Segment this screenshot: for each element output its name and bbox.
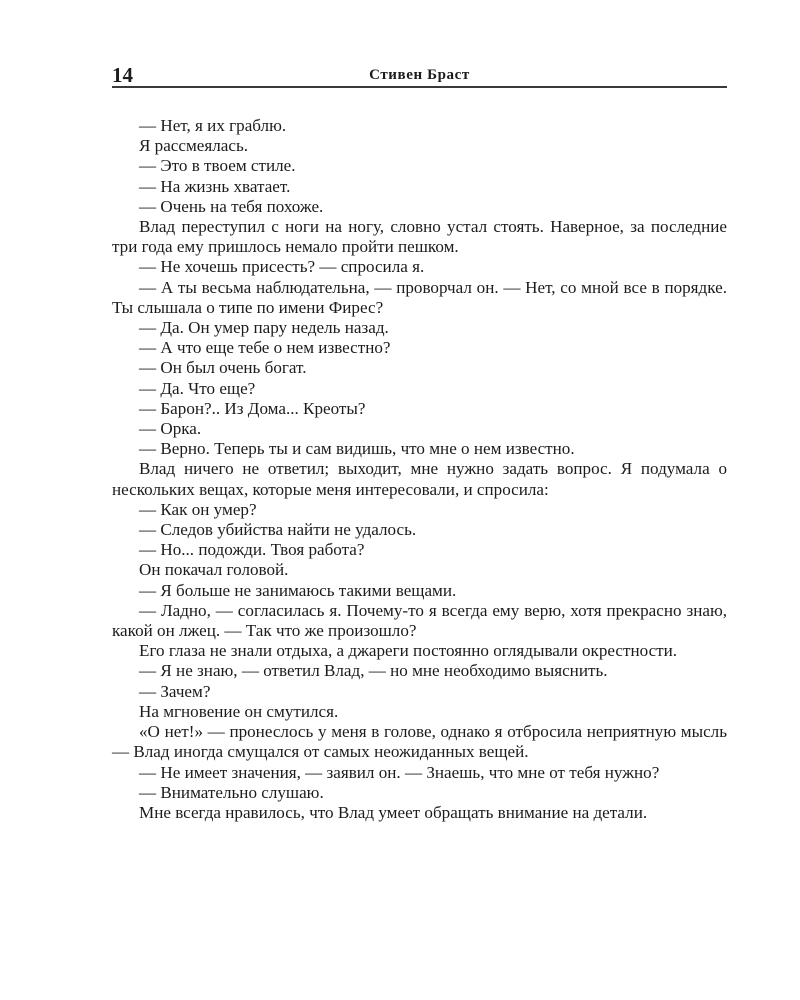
paragraph: Я рассмеялась. [139, 136, 249, 156]
page-number: 14 [112, 63, 133, 87]
page-header [112, 64, 727, 88]
paragraph: — Очень на тебя похоже. [139, 196, 324, 216]
paragraph: — Зачем? [139, 681, 211, 701]
paragraph: — А что еще тебе о нем известно? [139, 338, 391, 358]
paragraph: — Но... подожди. Твоя работа? [139, 540, 365, 560]
paragraph: Он покачал головой. [139, 560, 289, 580]
paragraph: — На жизнь хватает. [139, 176, 291, 196]
paragraph: — Не хочешь присесть? — спросила я. [139, 257, 425, 277]
running-title: Стивен Браст [369, 67, 470, 83]
paragraph: Его глаза не знали отдыха, а джареги постоянно оглядывали окрестности. [139, 641, 678, 661]
paragraph: — А ты весьма наблюдательна, — проворчал он. — Нет, со мной все в порядке. Ты слышала о типе по имени Фирес? [112, 277, 727, 317]
paragraph: — Верно. Теперь ты и сам видишь, что мне о нем известно. [139, 439, 575, 459]
paragraph: — Следов убийства найти не удалось. [139, 520, 417, 540]
paragraph: — Он был очень богат. [139, 358, 307, 378]
paragraph: — Барон?.. Из Дома... Креоты? [139, 398, 366, 418]
paragraph: — Да. Что еще? [139, 378, 256, 398]
paragraph: — Нет, я их граблю. [139, 116, 287, 135]
paragraph: — Это в твоем стиле. [139, 156, 296, 176]
paragraph: Влад переступил с ноги на ногу, словно устал стоять. Наверное, за последние три года ему пришлось немало пройти пешком. [112, 217, 727, 257]
paragraph: — Я не знаю, — ответил Влад, — но мне необходимо выяснить. [139, 661, 608, 681]
paragraph: Мне всегда нравилось, что Влад умеет обращать внимание на детали. [139, 802, 648, 822]
paragraph: — Ладно, — согласилась я. Почему-то я всегда ему верю, хотя прекрасно знаю, какой он лжец. — Так что же произошло? [112, 600, 727, 641]
paragraph: — Как он умер? [139, 499, 257, 519]
paragraph: — Орка. [139, 419, 202, 439]
paragraph: — Внимательно слушаю. [139, 782, 324, 802]
body-text [112, 116, 727, 823]
paragraph: «О нет!» — пронеслось у меня в голове, однако я отбросила неприятную мысль — Влад иногда смущался от самых неожиданных вещей. [112, 722, 727, 762]
book-page [112, 64, 727, 823]
paragraph: Влад ничего не ответил; выходит, мне нужно задать вопрос. Я подумала о нескольких вещах, которые меня интересовали, и спросила: [112, 459, 727, 499]
paragraph: — Не имеет значения, — заявил он. — Знаешь, что мне от тебя нужно? [139, 762, 660, 782]
paragraph: На мгновение он смутился. [139, 701, 339, 721]
paragraph: — Да. Он умер пару недель назад. [139, 318, 389, 338]
paragraph: — Я больше не занимаюсь такими вещами. [139, 580, 457, 600]
